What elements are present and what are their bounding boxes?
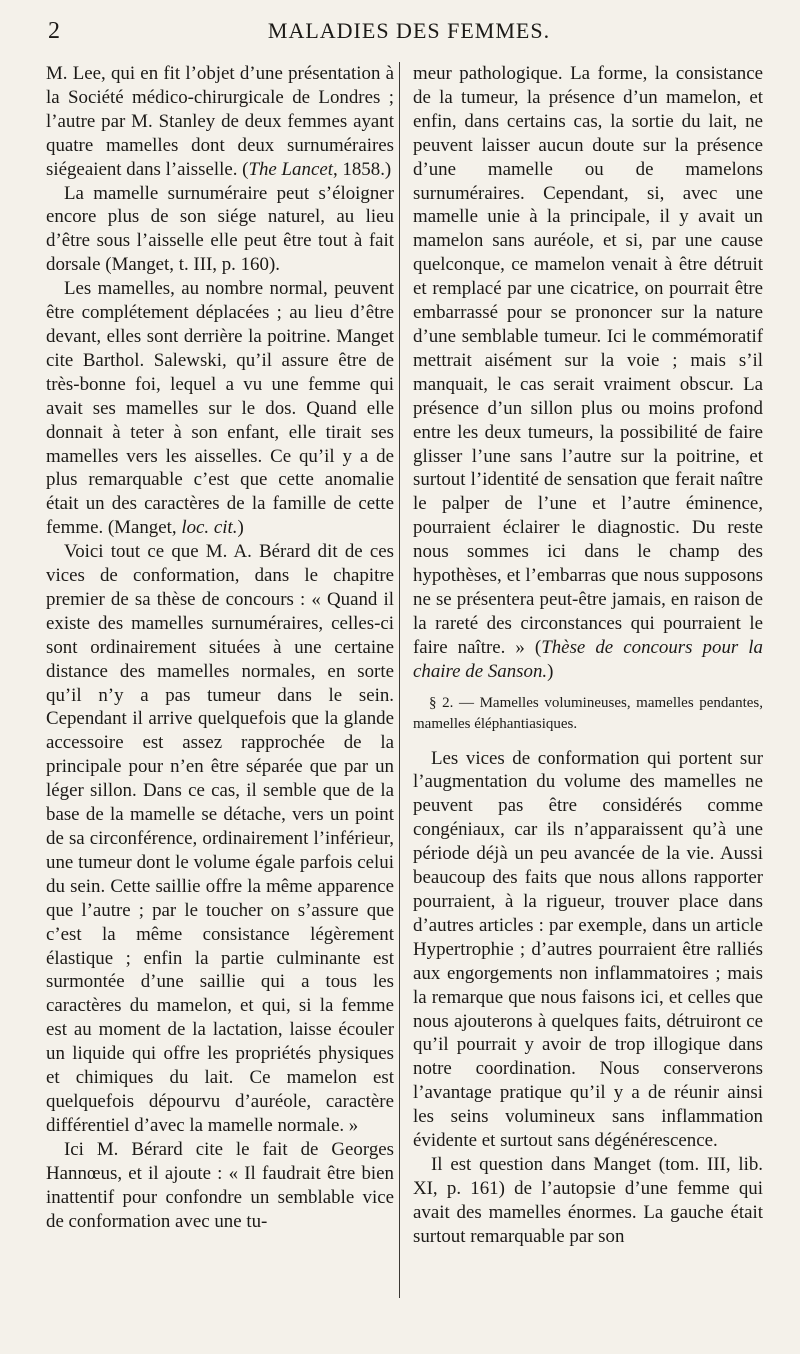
left-column [46, 62, 394, 1233]
paragraph: Ici M. Bérard cite le fait de Georges Hannœus, et il ajoute : « Il faudrait être bien inattentif pour confondre un semblable vice de conformation avec une tu- [46, 1138, 394, 1232]
column-divider [399, 62, 400, 1298]
paragraph: Les mamelles, au nombre normal, peuvent être complétement déplacées ; au lieu d’être devant, elles sont derrière la poitrine. Manget cite Barthol. Salewski, qu’il assure être de très-bonne foi, lequel a vu une femme qui avait ses mamelles sur le dos. Quand elle donnait à teter à son enfant, elle tirait ses mamelles vers les aisselles. Ce qu’il y a de plus remarquable c’est que cette anomalie était un des caractères de la famille de cette femme. (Manget, loc. cit.) [46, 278, 394, 539]
paragraph: Voici tout ce que M. A. Bérard dit de ces vices de conformation, dans le chapitre premier de sa thèse de concours : « Quand il existe des mamelles surnuméraires, celles-ci sont ordinairement situées à une certaine distance des mamelles normales, en sorte qu’il n’y a pas tumeur dans le sein. Cependant il arrive quelquefois que la glande accessoire est assez rapprochée de la principale pour n’en être séparée que par un léger sillon. Dans ce cas, il semble que de la base de la mamelle se détache, vers un point de sa circonférence, ordinairement l’inférieur, une tumeur dont le volume égale parfois celui du sein. Cette saillie offre la même apparence que l’autre ; par le toucher on s’assure que c’est la même consistance légèrement élastique ; enfin la partie culminante est surmontée d’une saillie qui a tous les caractères du mamelon, et qui, si la femme est au moment de la lactation, laisse écouler un liquide qui offre les propriétés physiques et chimiques du lait. Ce mamelon est quelquefois dépourvu d’auréole, caractère différentiel d’avec la mamelle normale. » [46, 541, 394, 1136]
section-heading: § 2. — Mamelles volumineuses, mamelles pendantes, mamelles éléphantiasiques. [413, 694, 763, 732]
page-number: 2 [48, 18, 60, 44]
paragraph: M. Lee, qui en fit l’objet d’une présentation à la Société médico-chirurgicale de Londres ; l’autre par M. Stanley de deux femmes ayant quatre mamelles dont deux surnuméraires siégeaient dans l’aisselle. (The Lancet, 1858.) [46, 63, 394, 180]
paragraph: Les vices de conformation qui portent sur l’augmentation du volume des mamelles ne peuvent pas être considérés comme congéniaux, car ils n’apparaissent qu’à une période déjà un peu avancée de la vie. Aussi beaucoup des faits que nous allons rapporter pourraient, à la rigueur, trouver place dans d’autres articles : par exemple, dans un article Hypertrophie ; d’autres pourraient être ralliés aux engorgements non inflammatoires ; mais la remarque que nous faisons ici, et celles que nous ajouterons à quelques faits, détruiront ce qu’il pourrait y avoir de trop illogique dans notre coordination. Nous conserverons l’avantage pratique qu’il y a de réunir ainsi les seins volumineux sans inflammation évidente et surtout sans dégénérescence. [413, 747, 763, 1152]
paragraph: Il est question dans Manget (tom. III, lib. XI, p. 161) de l’autopsie d’une femme qui avait des mamelles énormes. La gauche était surtout remarquable par son [413, 1153, 763, 1247]
page-header [48, 18, 770, 48]
running-title: MALADIES DES FEMMES. [267, 18, 551, 43]
paragraph: meur pathologique. La forme, la consistance de la tumeur, la présence d’un mamelon, et enfin, dans certains cas, la sortie du lait, ne peuvent laisser aucun doute sur la présence d’une mamelle ou de mamelons surnuméraires. Cependant, si, avec une mamelle unie à la principale, il y avait un mamelon sans auréole, et si, par une cause quelconque, ce mamelon venait à être détruit et remplacé par une cicatrice, on pourrait être embarrassé pour se prononcer sur la nature d’une semblable tumeur. Ici le commémoratif mettrait aisément sur la voie ; mais s’il manquait, le cas serait vraiment obscur. La présence d’un sillon plus ou moins profond entre les deux tumeurs, la possibilité de faire glisser l’une sans l’autre sur la poitrine, et surtout l’identité de sensation que ferait naître le palper de l’une et l’autre éminence, pourraient éclairer le diagnostic. Du reste nous sommes ici dans le champ des hypothèses, et l’embarras que nous supposons ne se présentera peut-être jamais, en raison de la rareté des circonstances qui pourraient le faire naître. » (Thèse de concours pour la chaire de Sanson.) [413, 63, 763, 682]
paragraph: La mamelle surnuméraire peut s’éloigner encore plus de son siége naturel, au lieu d’être sous l’aisselle elle peut être tout à fait dorsale (Manget, t. III, p. 160). [46, 182, 394, 276]
right-column [413, 62, 763, 1249]
